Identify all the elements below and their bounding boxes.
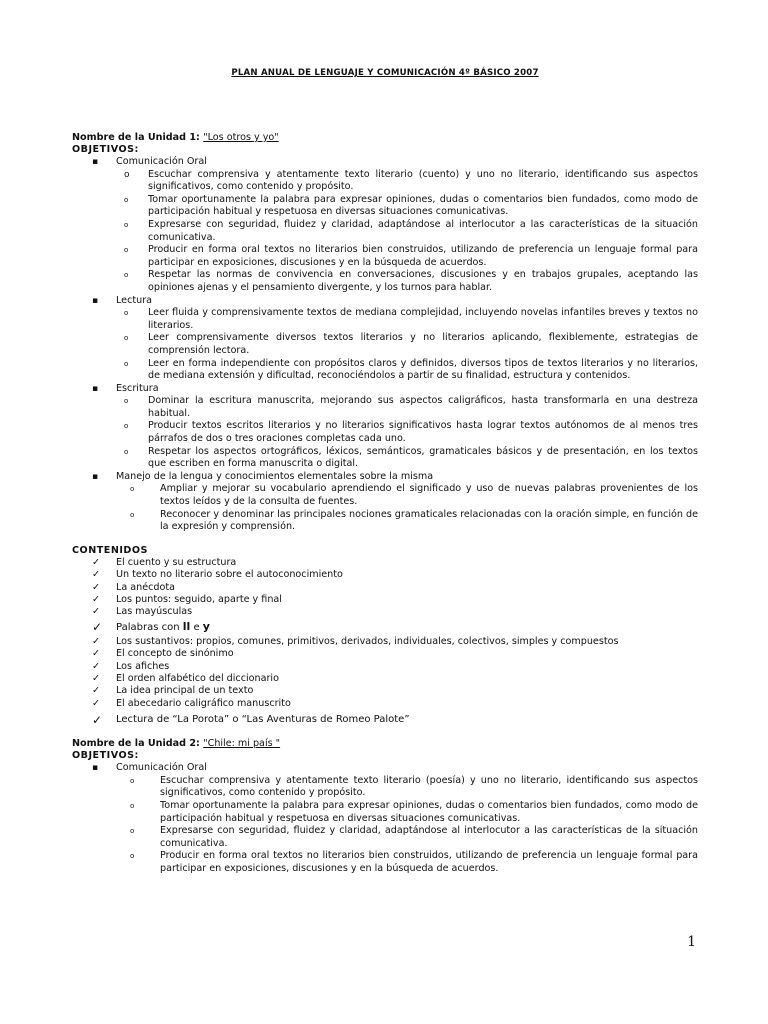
objective-sublist [116, 169, 698, 295]
document-page [72, 68, 698, 876]
unit-2-objectives-list [72, 762, 698, 875]
category-label: Escritura [116, 382, 159, 394]
content-item: ✓ El cuento y su estructura [72, 557, 698, 569]
unit-2-heading: Nombre de la Unidad 2: "Chile: mi país " [72, 738, 281, 750]
unit-2-objetivos-heading: OBJETIVOS: [72, 750, 139, 762]
objective-item: o Tomar oportunamente la palabra para expresar opiniones, dudas o comentarios bien fundados, como modo de participación habitual y respetuosa en diversas situaciones comunicativas. [126, 800, 698, 825]
objective-item: o Expresarse con seguridad, fluidez y claridad, adaptándose al interlocutor a las características de la situación comunicativa. [126, 825, 698, 850]
objective-item: o Producir en forma oral textos no literarios bien construidos, utilizando de preferencia un lenguaje formal para participar en exposiciones, discusiones y en la búsqueda de acuerdos. [126, 850, 698, 875]
objective-item: o Escuchar comprensiva y atentamente texto literario (poesía) y uno no literario, identificando sus aspectos significativos, como contenido y propósito. [126, 775, 698, 800]
palabras-prefix: Palabras con [116, 621, 183, 633]
category-label: Comunicación Oral [116, 762, 207, 774]
content-item: ✓ Los afiches [72, 661, 698, 673]
category-item [72, 762, 698, 875]
unit-1-objectives-list [72, 156, 698, 534]
palabras-mid: e [190, 621, 203, 633]
unit-1-name: "Los otros y yo" [203, 132, 279, 143]
objective-item: o Leer fluida y comprensivamente textos de mediana complejidad, incluyendo novelas infantiles breves y textos no literarios. [120, 307, 698, 332]
objective-item: o Leer comprensivamente diversos textos literarios y no literarios aplicando, flexiblemente, estrategias de comprensión lectora. [120, 332, 698, 357]
contenidos-heading: CONTENIDOS [72, 544, 148, 556]
objective-item: o Reconocer y denominar las principales nociones gramaticales relacionadas con la oración simple, en función de la expresión y comprensión. [126, 509, 698, 534]
contenidos-list [72, 557, 698, 728]
unit-1-label: Nombre de la Unidad 1 [72, 132, 197, 143]
objective-item: o Leer en forma independiente con propósitos claros y definidos, diversos tipos de textos literarios y no literarios, de mediana extensión y dificultad, reconociéndolos a partir de su finalidad, estructura y contenidos. [120, 358, 698, 383]
category-label: Lectura [116, 294, 153, 306]
content-item: ✓ El orden alfabético del diccionario [72, 673, 698, 685]
objective-item: o Producir textos escritos literarios y no literarios significativos hasta lograr textos autónomos de al menos tres párrafos de dos o tres oraciones completas cada uno. [120, 420, 698, 445]
content-item: ✓ Los puntos: seguido, aparte y final [72, 594, 698, 606]
unit-2-label: Nombre de la Unidad 2 [72, 738, 197, 750]
category-item [72, 383, 698, 471]
category-item [72, 471, 698, 534]
category-item [72, 295, 698, 383]
page-number: 1 [687, 934, 696, 950]
unit-1-objetivos-heading: OBJETIVOS: [72, 144, 139, 155]
unit-2-name: "Chile: mi país " [203, 738, 281, 750]
objective-item: o Dominar la escritura manuscrita, mejorando sus aspectos caligráficos, hasta transformarla en una destreza habitual. [120, 395, 698, 420]
content-item: ✓ El abecedario caligráfico manuscrito [72, 698, 698, 710]
objective-item: o Respetar las normas de convivencia en conversaciones, discusiones y en trabajos grupales, aceptando las opiniones ajenas y el pensamiento divergente, y los turnos para hablar. [120, 269, 698, 294]
objective-item: o Ampliar y mejorar su vocabulario aprendiendo el significado y uso de nuevas palabras provenientes de los textos leídos y de la consulta de fuentes. [126, 483, 698, 508]
objective-item: o Respetar los aspectos ortográficos, léxicos, semánticos, gramaticales básicos y de presentación, en los textos que escriben en forma manuscrita o digital. [120, 446, 698, 471]
category-label: Comunicación Oral [116, 156, 207, 167]
objective-item: o Escuchar comprensiva y atentamente texto literario (cuento) y uno no literario, identificando sus aspectos significativos, como contenido y propósito. [120, 169, 698, 194]
objective-item: o Expresarse con seguridad, fluidez y claridad, adaptándose al interlocutor a las características de la situación comunicativa. [120, 219, 698, 244]
unit-1-heading: Nombre de la Unidad 1: "Los otros y yo" [72, 132, 279, 143]
palabras-y: y [202, 619, 210, 633]
category-item [72, 156, 698, 295]
objective-item: o Producir en forma oral textos no literarios bien construidos, utilizando de preferencia un lenguaje formal para participar en exposiciones, discusiones y en la búsqueda de acuerdos. [120, 244, 698, 269]
objective-sublist [116, 307, 698, 383]
content-item: ✓ Las mayúsculas [72, 606, 698, 618]
objective-sublist [116, 395, 698, 471]
objective-sublist [116, 775, 698, 876]
palabras-ll: ll [182, 619, 191, 633]
content-item-palabras [72, 619, 698, 636]
content-item: ✓ La anécdota [72, 582, 698, 594]
content-item: ✓ La idea principal de un texto [72, 685, 698, 697]
category-label: Manejo de la lengua y conocimientos elementales sobre la misma [116, 470, 434, 482]
objective-item: o Tomar oportunamente la palabra para expresar opiniones, dudas o comentarios bien fundados, como modo de participación habitual y respetuosa en diversas situaciones comunicativas. [120, 194, 698, 219]
content-item: ✓ Los sustantivos: propios, comunes, primitivos, derivados, individuales, colectivos, simples y compuestos [72, 636, 698, 648]
content-item-lectura: ✓ Lectura de “La Porota” o “Las Aventuras de Romeo Palote” [72, 712, 698, 728]
objective-sublist [116, 483, 698, 533]
document-title: PLAN ANUAL DE LENGUAJE Y COMUNICACIÓN 4º BÁSICO 2007 [231, 68, 539, 78]
content-item: ✓ Un texto no literario sobre el autoconocimiento [72, 569, 698, 581]
content-item: ✓ El concepto de sinónimo [72, 648, 698, 660]
